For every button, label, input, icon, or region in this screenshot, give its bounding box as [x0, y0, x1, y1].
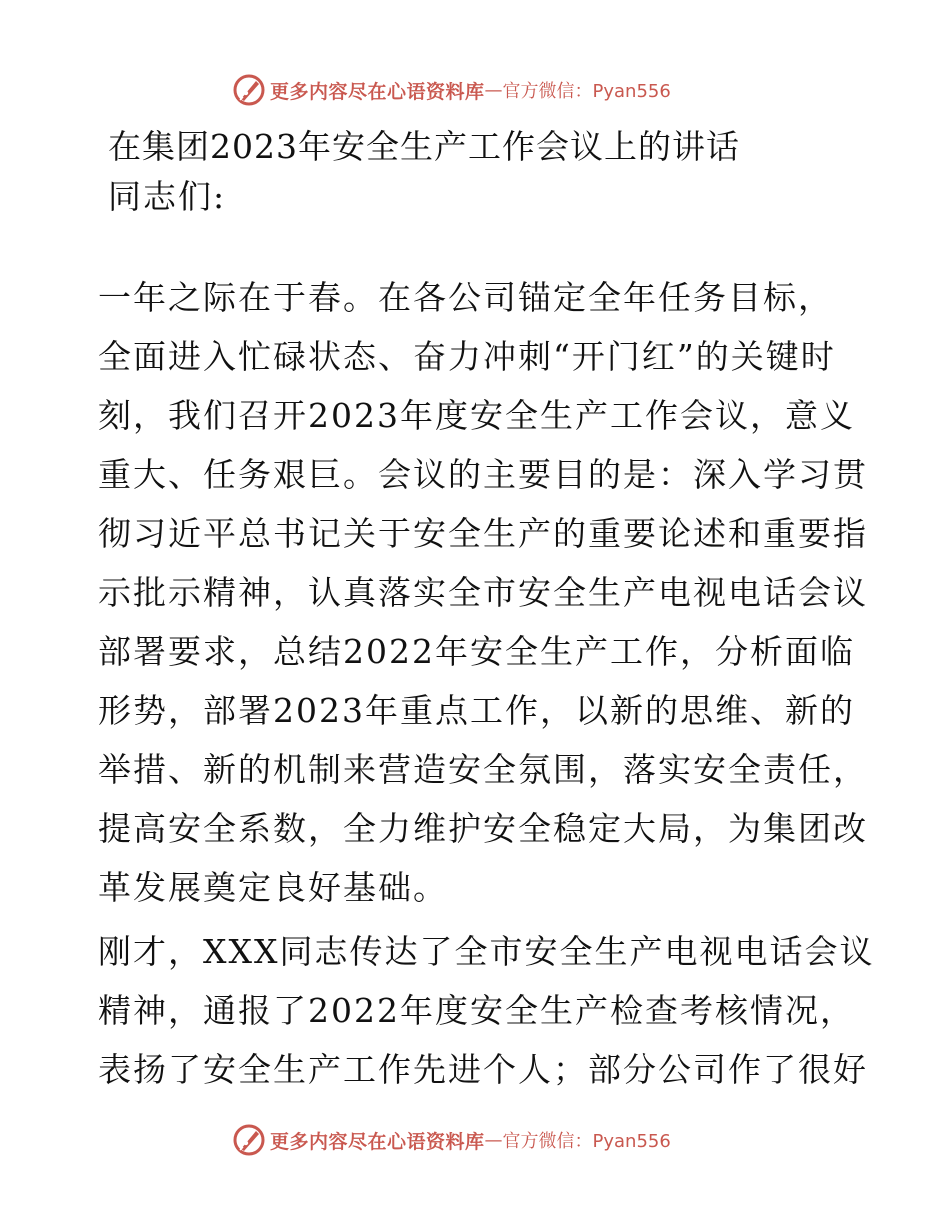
watermark-header — [232, 72, 671, 108]
watermark-dash: — — [484, 79, 503, 101]
watermark-footer — [232, 1122, 671, 1158]
watermark-dash: — — [484, 1129, 503, 1151]
salutation: 同志们: — [108, 177, 227, 216]
paragraph-line: 革发展奠定良好基础。 — [98, 868, 448, 907]
paragraph-line: 形势，部署2023年重点工作，以新的思维、新的 — [98, 691, 855, 730]
watermark-brand: 更多内容尽在心语资料库 — [270, 80, 485, 103]
paragraph-line: 提高安全系数，全力维护安全稳定大局，为集团改 — [98, 809, 868, 848]
watermark-contact: 官方微信：Pyan556 — [502, 1131, 671, 1152]
quill-pen-logo-icon — [232, 73, 266, 107]
document-title: 在集团2023年安全生产工作会议上的讲话 — [108, 127, 740, 166]
paragraph-line: 部署要求，总结2022年安全生产工作，分析面临 — [98, 632, 855, 671]
paragraph-line: 重大、任务艰巨。会议的主要目的是：深入学习贯 — [98, 455, 868, 494]
paragraph-line: 刚才，XXX同志传达了全市安全生产电视电话会议 — [98, 932, 875, 971]
quill-pen-logo-icon — [232, 1123, 266, 1157]
paragraph-2 — [98, 922, 875, 1099]
paragraph-1 — [98, 268, 868, 917]
paragraph-line: 一年之际在于春。在各公司锚定全年任务目标， — [98, 278, 833, 317]
watermark-contact: 官方微信：Pyan556 — [502, 81, 671, 102]
paragraph-line: 表扬了安全生产工作先进个人；部分公司作了很好 — [98, 1050, 868, 1089]
paragraph-line: 彻习近平总书记关于安全生产的重要论述和重要指 — [98, 514, 868, 553]
paragraph-line: 刻，我们召开2023年度安全生产工作会议，意义 — [98, 396, 855, 435]
paragraph-line: 全面进入忙碌状态、奋力冲刺“开门红”的关键时 — [98, 337, 836, 376]
paragraph-line: 示批示精神，认真落实全市安全生产电视电话会议 — [98, 573, 868, 612]
paragraph-line: 精神，通报了2022年度安全生产检查考核情况， — [98, 991, 855, 1030]
paragraph-line: 举措、新的机制来营造安全氛围，落实安全责任， — [98, 750, 868, 789]
watermark-brand: 更多内容尽在心语资料库 — [270, 1130, 485, 1153]
